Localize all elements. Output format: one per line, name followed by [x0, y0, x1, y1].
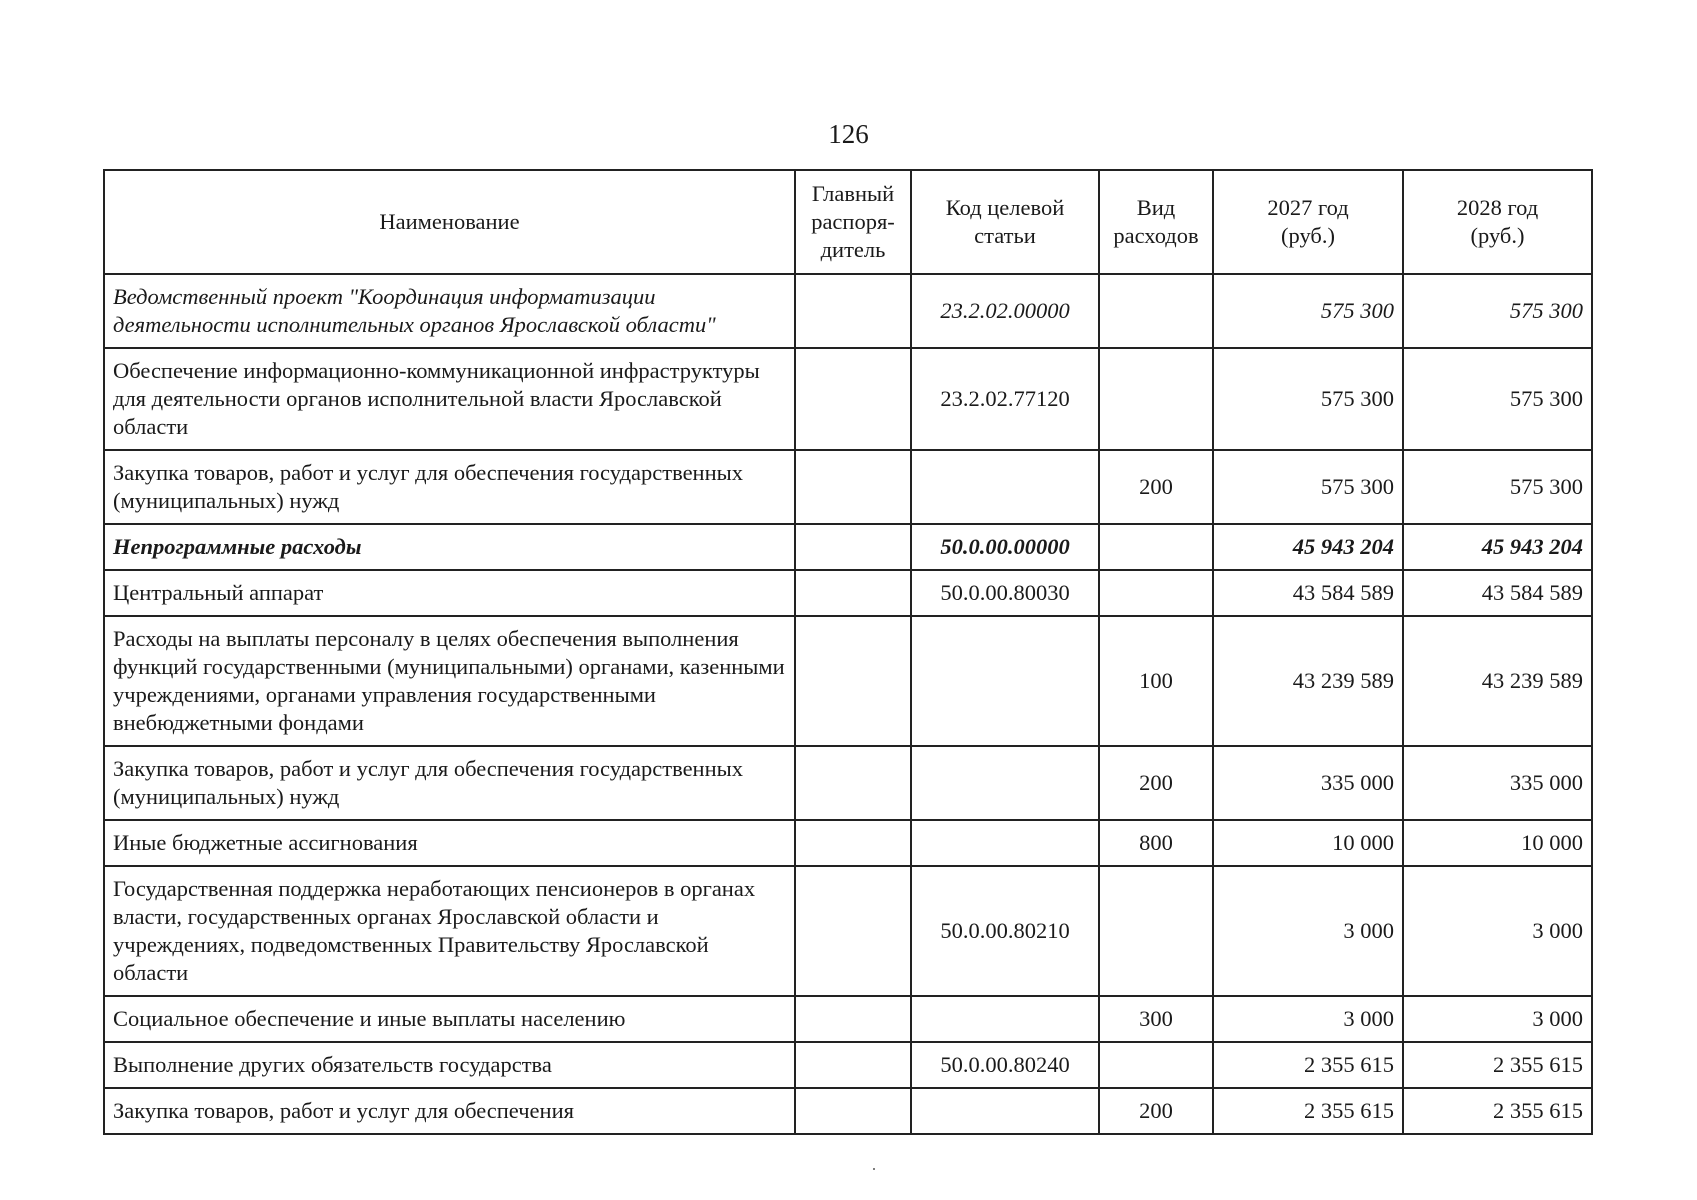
- row-code: [911, 996, 1099, 1042]
- row-2027: 2 355 615: [1213, 1042, 1403, 1088]
- row-type: [1099, 1042, 1213, 1088]
- row-code: [911, 1088, 1099, 1134]
- header-manager: Главный распоря- дитель: [795, 170, 911, 274]
- row-2028: 575 300: [1403, 274, 1592, 348]
- header-name: Наименование: [104, 170, 795, 274]
- table-row: [104, 996, 1592, 1042]
- row-2027: 575 300: [1213, 348, 1403, 450]
- row-type: [1099, 524, 1213, 570]
- row-name: Обеспечение информационно-коммуникационной инфраструктуры для деятельности органов исполнительной власти Ярославской области: [104, 348, 795, 450]
- row-code: [911, 616, 1099, 746]
- row-2028: 335 000: [1403, 746, 1592, 820]
- row-type: 200: [1099, 746, 1213, 820]
- row-manager: [795, 820, 911, 866]
- row-manager: [795, 274, 911, 348]
- row-2028: 2 355 615: [1403, 1042, 1592, 1088]
- table-row: [104, 348, 1592, 450]
- row-name: Непрограммные расходы: [104, 524, 795, 570]
- row-name: Государственная поддержка неработающих пенсионеров в органах власти, государственных органах Ярославской области и учреждениях, подведомственных Правительству Ярославской области: [104, 866, 795, 996]
- page-number: 126: [828, 119, 869, 149]
- row-type: 800: [1099, 820, 1213, 866]
- row-2027: 2 355 615: [1213, 1088, 1403, 1134]
- row-type: [1099, 274, 1213, 348]
- row-name: Закупка товаров, работ и услуг для обеспечения государственных (муниципальных) нужд: [104, 450, 795, 524]
- header-target-code: Код целевой статьи: [911, 170, 1099, 274]
- row-code: [911, 746, 1099, 820]
- row-2028: 575 300: [1403, 450, 1592, 524]
- table-row: [104, 1042, 1592, 1088]
- table-row: [104, 274, 1592, 348]
- row-type: [1099, 570, 1213, 616]
- row-name: Центральный аппарат: [104, 570, 795, 616]
- row-2028: 3 000: [1403, 996, 1592, 1042]
- table-row: [104, 450, 1592, 524]
- budget-table: [103, 169, 1593, 1135]
- table-row: [104, 820, 1592, 866]
- row-2027: 3 000: [1213, 996, 1403, 1042]
- row-name: Социальное обеспечение и иные выплаты населению: [104, 996, 795, 1042]
- row-manager: [795, 746, 911, 820]
- row-type: [1099, 866, 1213, 996]
- row-2028: 575 300: [1403, 348, 1592, 450]
- row-2027: 335 000: [1213, 746, 1403, 820]
- row-code: [911, 450, 1099, 524]
- table-row: [104, 616, 1592, 746]
- row-manager: [795, 1088, 911, 1134]
- row-2027: 575 300: [1213, 450, 1403, 524]
- row-2028: 43 239 589: [1403, 616, 1592, 746]
- row-code: 50.0.00.00000: [911, 524, 1099, 570]
- table-row: [104, 570, 1592, 616]
- row-name: Выполнение других обязательств государства: [104, 1042, 795, 1088]
- row-name: Закупка товаров, работ и услуг для обеспечения: [104, 1088, 795, 1134]
- row-type: [1099, 348, 1213, 450]
- row-2027: 43 584 589: [1213, 570, 1403, 616]
- row-code: 23.2.02.00000: [911, 274, 1099, 348]
- row-2028: 10 000: [1403, 820, 1592, 866]
- table-row: [104, 524, 1592, 570]
- row-type: 200: [1099, 1088, 1213, 1134]
- row-2027: 43 239 589: [1213, 616, 1403, 746]
- table-row: [104, 1088, 1592, 1134]
- row-2028: 2 355 615: [1403, 1088, 1592, 1134]
- row-code: 50.0.00.80030: [911, 570, 1099, 616]
- row-manager: [795, 450, 911, 524]
- table-row: [104, 866, 1592, 996]
- row-manager: [795, 616, 911, 746]
- row-2027: 575 300: [1213, 274, 1403, 348]
- header-2027: 2027 год (руб.): [1213, 170, 1403, 274]
- row-2027: 3 000: [1213, 866, 1403, 996]
- row-manager: [795, 524, 911, 570]
- table-header-row: [104, 170, 1592, 274]
- row-2027: 10 000: [1213, 820, 1403, 866]
- row-type: 100: [1099, 616, 1213, 746]
- row-name: Расходы на выплаты персоналу в целях обеспечения выполнения функций государственными (муниципальными) органами, казенными учреждениями, органами управления государственными внебюджетными фондами: [104, 616, 795, 746]
- row-2028: 45 943 204: [1403, 524, 1592, 570]
- row-manager: [795, 348, 911, 450]
- header-2028: 2028 год (руб.): [1403, 170, 1592, 274]
- row-type: 200: [1099, 450, 1213, 524]
- table-row: [104, 746, 1592, 820]
- header-expense-type: Вид расходов: [1099, 170, 1213, 274]
- row-name: Иные бюджетные ассигнования: [104, 820, 795, 866]
- row-name: Закупка товаров, работ и услуг для обеспечения государственных (муниципальных) нужд: [104, 746, 795, 820]
- row-manager: [795, 866, 911, 996]
- scan-speck: [873, 1168, 875, 1170]
- row-type: 300: [1099, 996, 1213, 1042]
- row-manager: [795, 570, 911, 616]
- row-code: 50.0.00.80210: [911, 866, 1099, 996]
- row-code: [911, 820, 1099, 866]
- row-code: 23.2.02.77120: [911, 348, 1099, 450]
- row-manager: [795, 1042, 911, 1088]
- row-name: Ведомственный проект "Координация информатизации деятельности исполнительных органов Ярославской области": [104, 274, 795, 348]
- row-2028: 3 000: [1403, 866, 1592, 996]
- row-2028: 43 584 589: [1403, 570, 1592, 616]
- row-2027: 45 943 204: [1213, 524, 1403, 570]
- row-code: 50.0.00.80240: [911, 1042, 1099, 1088]
- row-manager: [795, 996, 911, 1042]
